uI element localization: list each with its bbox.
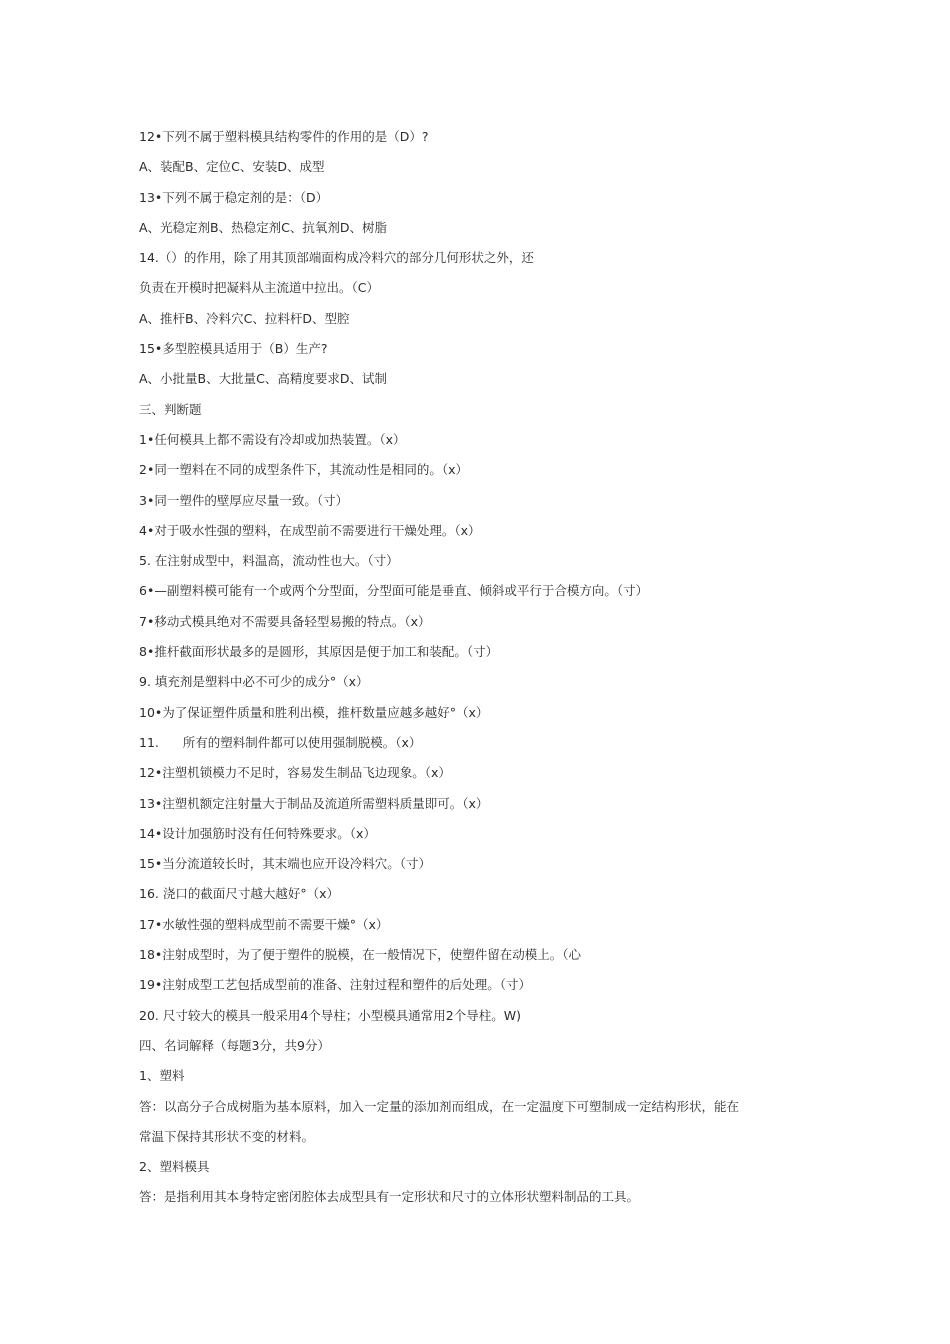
term-1-title: 1、塑料 — [139, 1068, 185, 1084]
tf-item-3: 3•同一塑件的壁厚应尽量一致。（寸） — [139, 492, 349, 508]
question-14-mc: 14.（）的作用，除了用其顶部端面构成冷料穴的部分几何形状之外，还 — [139, 250, 534, 266]
document-body — [139, 122, 819, 1213]
answer-options: A、光稳定剂B、热稳定剂C、抗氧剂D、树脂 — [139, 219, 387, 235]
section-heading-terms: 四、名词解释（每题3分，共9分） — [139, 1037, 330, 1053]
answer-options: A、推杆B、冷料穴C、拉料杆D、型腔 — [139, 310, 350, 326]
question-15-mc: 15•多型腔模具适用于（B）生产? — [139, 341, 328, 357]
section-heading-true-false: 三、判断题 — [139, 401, 202, 417]
tf-item-13: 13•注塑机额定注射量大于制品及流道所需塑料质量即可。（x） — [139, 795, 489, 811]
tf-item-11: 11. 所有的塑料制件都可以使用强制脱模。（x） — [139, 734, 422, 750]
tf-item-15: 15•当分流道较长时，其末端也应开设冷料穴。（寸） — [139, 856, 432, 872]
answer-options: A、小批量B、大批量C、高精度要求D、试制 — [139, 371, 387, 387]
tf-item-5: 5. 在注射成型中，料温高，流动性也大。（寸） — [139, 553, 399, 569]
tf-item-9: 9. 填充剂是塑料中必不可少的成分°（x） — [139, 674, 369, 690]
tf-item-10: 10•为了保证塑件质量和胜利出模，推杆数量应越多越好°（x） — [139, 704, 489, 720]
question-14-mc-continued: 负责在开模时把凝料从主流道中拉出。（C） — [139, 280, 379, 296]
term-1-answer-continued: 常温下保持其形状不变的材料。 — [139, 1128, 315, 1144]
tf-item-19: 19•注射成型工艺包括成型前的准备、注射过程和塑件的后处理。（寸） — [139, 977, 532, 993]
tf-item-1: 1•任何模具上都不需设有冷却或加热装置。（x） — [139, 431, 406, 447]
tf-item-4: 4•对于吸水性强的塑料，在成型前不需要进行干燥处理。（x） — [139, 522, 481, 538]
question-12-mc: 12•下列不属于塑料模具结构零件的作用的是（D）? — [139, 129, 429, 144]
tf-item-8: 8•推杆截面形状最多的是圆形，其原因是便于加工和装配。（寸） — [139, 644, 499, 660]
tf-item-7: 7•移动式模具绝对不需要具备轻型易搬的特点。（x） — [139, 613, 431, 629]
tf-item-12: 12•注塑机锁模力不足时，容易发生制品飞边现象。（x） — [139, 765, 451, 781]
question-13-mc: 13•下列不属于稳定剂的是：（D） — [139, 189, 329, 205]
term-2-title: 2、塑料模具 — [139, 1159, 210, 1175]
term-2-answer: 答：是指利用其本身特定密闭腔体去成型具有一定形状和尺寸的立体形状塑料制品的工具。 — [139, 1189, 640, 1205]
tf-item-6: 6•—副塑料模可能有一个或两个分型面，分型面可能是垂直、倾斜或平行于合模方向。（寸） — [139, 583, 649, 599]
tf-item-17: 17•水敏性强的塑料成型前不需要干燥°（x） — [139, 916, 389, 932]
term-1-answer: 答：以高分子合成树脂为基本原料，加入一定量的添加剂而组成，在一定温度下可塑制成一定结构形状，能在 — [139, 1098, 740, 1114]
tf-item-16: 16. 浇口的截面尺寸越大越好°（x） — [139, 886, 340, 902]
tf-item-18: 18•注射成型时，为了便于塑件的脱模，在一般情况下，使塑件留在动模上。（心 — [139, 947, 582, 963]
tf-item-14: 14•设计加强筋时没有任何特殊要求。（x） — [139, 825, 376, 841]
tf-item-20: 20. 尺寸较大的模具一般采用4个导柱；小型模具通常用2个导柱。W) — [139, 1007, 521, 1023]
answer-options: A、装配B、定位C、安装D、成型 — [139, 159, 325, 175]
tf-item-2: 2•同一塑料在不同的成型条件下，其流动性是相同的。（x） — [139, 462, 468, 478]
